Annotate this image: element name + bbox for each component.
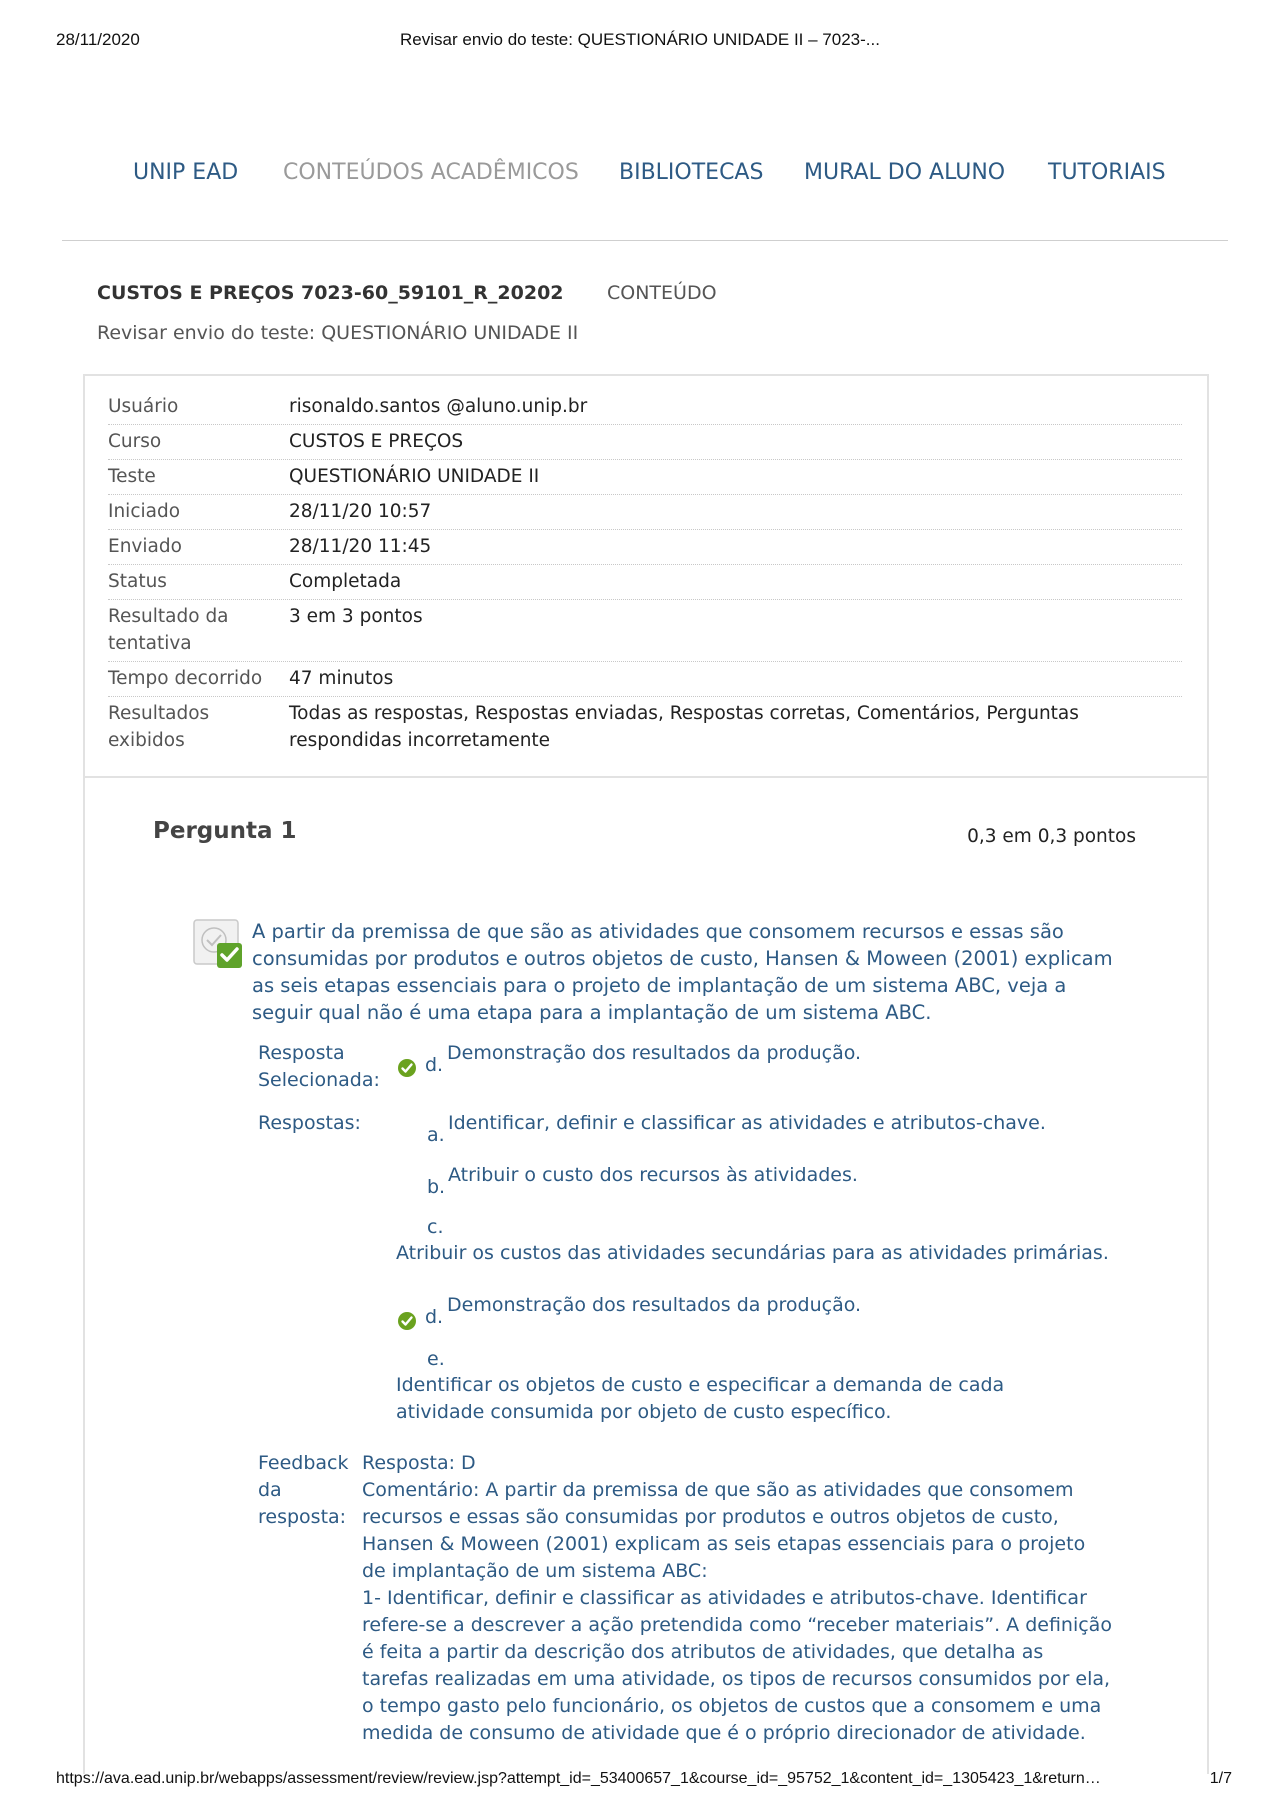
info-label: Resultado da tentativa bbox=[108, 606, 229, 654]
print-title: Revisar envio do teste: QUESTIONÁRIO UNIDADE II – 7023-... bbox=[400, 30, 880, 49]
question-correct-icon bbox=[192, 918, 244, 970]
answer-letter-b: b. bbox=[427, 1176, 446, 1198]
question-text: A partir da premissa de que são as atividades que consomem recursos e essas são consumidas por produtos e outros objetos de custo, Hansen & Moween (2001) explicam as seis etapas essenciais para o projeto de implantação de um sistema ABC, veja a seguir qual não é uma etapa para a implantação de um sistema ABC. bbox=[252, 920, 1113, 1024]
answers-label: Respostas: bbox=[258, 1112, 361, 1134]
info-value: CUSTOS E PREÇOS bbox=[289, 431, 464, 452]
selected-answer-letter: d. bbox=[425, 1054, 444, 1076]
page-title: Revisar envio do teste: QUESTIONÁRIO UNIDADE II bbox=[97, 322, 579, 344]
info-value: QUESTIONÁRIO UNIDADE II bbox=[289, 466, 540, 487]
answer-letter-c: c. bbox=[427, 1216, 444, 1238]
print-date: 28/11/2020 bbox=[56, 30, 140, 49]
info-row-resultado bbox=[108, 603, 1182, 662]
info-value: 47 minutos bbox=[289, 668, 394, 689]
nav-item-conteudos-academicos[interactable]: CONTEÚDOS ACADÊMICOS bbox=[283, 160, 579, 185]
info-row-resultados-exibidos bbox=[108, 700, 1182, 758]
feedback-comment: Comentário: A partir da premissa de que são as atividades que consomem recursos e essas são consumidas por produtos e outros objetos de custo, Hansen & Moween (2001) explicam as seis etapas essenciais para o projeto de implantação de um sistema ABC: bbox=[362, 1479, 1086, 1582]
answer-letter-e: e. bbox=[427, 1348, 445, 1370]
info-label: Tempo decorrido bbox=[108, 668, 263, 689]
info-label: Curso bbox=[108, 431, 162, 452]
feedback-content bbox=[362, 1450, 1112, 1747]
info-row-usuario bbox=[108, 393, 1182, 425]
answer-letter-a: a. bbox=[427, 1124, 445, 1146]
answer-text-d: Demonstração dos resultados da produção. bbox=[447, 1294, 862, 1316]
info-row-enviado bbox=[108, 533, 1182, 565]
question-title: Pergunta 1 bbox=[153, 818, 297, 844]
correct-check-icon bbox=[397, 1311, 417, 1331]
correct-check-icon bbox=[397, 1058, 417, 1078]
info-row-status bbox=[108, 568, 1182, 600]
breadcrumb-course[interactable]: CUSTOS E PREÇOS 7023-60_59101_R_20202 bbox=[97, 282, 564, 304]
info-value: Completada bbox=[289, 571, 402, 592]
nav-item-tutoriais[interactable]: TUTORIAIS bbox=[1048, 160, 1166, 185]
selected-answer-text: Demonstração dos resultados da produção. bbox=[447, 1042, 862, 1064]
nav-item-mural-do-aluno[interactable]: MURAL DO ALUNO bbox=[804, 160, 1006, 185]
info-value: risonaldo.santos @aluno.unip.br bbox=[289, 396, 588, 417]
feedback-item-1: 1- Identificar, definir e classificar as atividades e atributos-chave. Identificar refere-se a descrever a ação pretendida como “receber materiais”. A definição é feita a partir da descrição dos atributos de atividades, que detalha as tarefas realizadas em uma atividade, os tipos de recursos consumidos por ela, o tempo gasto pelo funcionário, os objetos de custos que a consomem e uma medida de consumo de atividade que é o próprio direcionador de atividade. bbox=[362, 1587, 1112, 1744]
info-value: Todas as respostas, Respostas enviadas, Respostas corretas, Comentários, Perguntas respondidas incorretamente bbox=[289, 703, 1079, 751]
info-label: Enviado bbox=[108, 536, 182, 557]
print-url: https://ava.ead.unip.br/webapps/assessment/review/review.jsp?attempt_id=_53400657_1&course_id=_95752_1&content_id=_1305423_1&return… bbox=[56, 1770, 1101, 1787]
info-label: Iniciado bbox=[108, 501, 181, 522]
nav-item-unip-ead[interactable]: UNIP EAD bbox=[133, 160, 239, 185]
nav-item-bibliotecas[interactable]: BIBLIOTECAS bbox=[619, 160, 764, 185]
info-label: Status bbox=[108, 571, 167, 592]
info-row-iniciado bbox=[108, 498, 1182, 530]
answer-text-e: Identificar os objetos de custo e especificar a demanda de cada atividade consumida por objeto de custo específico. bbox=[396, 1374, 1005, 1423]
selected-answer-label: Resposta Selecionada: bbox=[258, 1042, 380, 1091]
info-row-teste bbox=[108, 463, 1182, 495]
info-row-tempo bbox=[108, 665, 1182, 697]
info-row-curso bbox=[108, 428, 1182, 460]
answer-letter-d: d. bbox=[425, 1306, 444, 1328]
info-label: Teste bbox=[108, 466, 156, 487]
info-value: 28/11/20 11:45 bbox=[289, 536, 432, 557]
answer-text-b: Atribuir o custo dos recursos às atividades. bbox=[448, 1164, 858, 1186]
attempt-info-table bbox=[83, 374, 1209, 778]
breadcrumb bbox=[97, 282, 717, 304]
info-label: Resultados exibidos bbox=[108, 703, 210, 751]
feedback-answer: Resposta: D bbox=[362, 1452, 476, 1474]
breadcrumb-section[interactable]: CONTEÚDO bbox=[607, 282, 717, 304]
info-value: 3 em 3 pontos bbox=[289, 606, 423, 627]
answer-text-a: Identificar, definir e classificar as atividades e atributos-chave. bbox=[448, 1112, 1046, 1134]
info-value: 28/11/20 10:57 bbox=[289, 501, 432, 522]
top-navigation bbox=[0, 160, 1280, 190]
answer-text-c: Atribuir os custos das atividades secundárias para as atividades primárias. bbox=[396, 1242, 1109, 1264]
info-label: Usuário bbox=[108, 396, 179, 417]
feedback-label: Feedback da resposta: bbox=[258, 1452, 349, 1528]
print-page-number: 1/7 bbox=[1209, 1770, 1232, 1787]
nav-divider bbox=[62, 240, 1228, 241]
question-points: 0,3 em 0,3 pontos bbox=[967, 826, 1136, 847]
print-header bbox=[0, 30, 1280, 54]
